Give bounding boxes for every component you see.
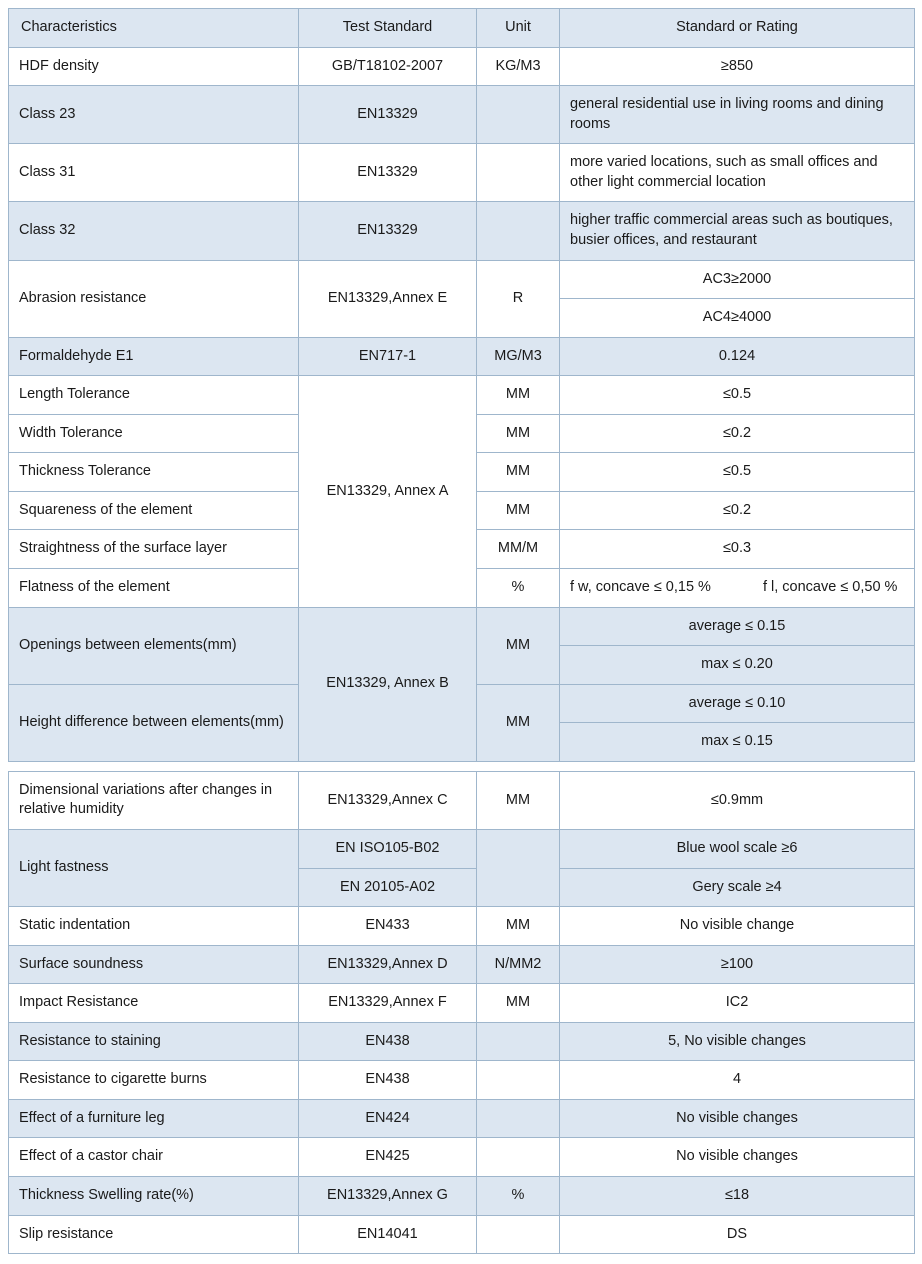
table-header [9,9,915,48]
cell-test-standard: EN13329,Annex E [299,260,477,337]
cell-unit: MM [477,607,560,684]
cell-test-standard: EN425 [299,1138,477,1177]
cell-test-standard-group: EN13329, Annex B [299,607,477,761]
cell-rating: 0.124 [560,337,915,376]
flatness-value-fw: f w, concave ≤ 0,15 % [570,579,711,595]
table-row [9,337,915,376]
table-row [9,86,915,144]
table-row [9,907,915,946]
cell-test-standard: EN ISO105-B02 [299,829,477,868]
cell-characteristic: Effect of a furniture leg [9,1099,299,1138]
cell-unit: MM [477,491,560,530]
cell-characteristic: Class 32 [9,202,299,260]
cell-rating: 5, No visible changes [560,1022,915,1061]
cell-unit: MM [477,907,560,946]
cell-unit: % [477,569,560,608]
cell-rating: No visible change [560,907,915,946]
cell-test-standard: EN717-1 [299,337,477,376]
table-row [9,1177,915,1216]
cell-unit [477,1022,560,1061]
table-row [9,260,915,299]
cell-rating: average ≤ 0.15 [560,607,915,646]
table-row [9,984,915,1023]
column-header-test-standard: Test Standard [299,9,477,48]
cell-test-standard: EN13329,Annex D [299,945,477,984]
cell-rating: general residential use in living rooms and dining rooms [560,86,915,144]
cell-rating: AC4≥4000 [560,299,915,338]
cell-characteristic: Squareness of the element [9,491,299,530]
cell-rating: ≤0.9mm [560,771,915,829]
cell-test-standard: EN13329 [299,202,477,260]
cell-characteristic: Resistance to cigarette burns [9,1061,299,1100]
cell-rating: ≤0.3 [560,530,915,569]
cell-unit: KG/M3 [477,47,560,86]
cell-test-standard: EN438 [299,1022,477,1061]
cell-characteristic: Resistance to staining [9,1022,299,1061]
column-header-unit: Unit [477,9,560,48]
cell-unit [477,1215,560,1254]
cell-characteristic: Effect of a castor chair [9,1138,299,1177]
cell-characteristic: Flatness of the element [9,569,299,608]
cell-unit: R [477,260,560,337]
cell-test-standard: EN433 [299,907,477,946]
cell-unit: MM [477,684,560,761]
table-row [9,771,915,829]
cell-test-standard: EN424 [299,1099,477,1138]
table-row [9,144,915,202]
table-row [9,607,915,646]
cell-characteristic: Formaldehyde E1 [9,337,299,376]
cell-characteristic: Impact Resistance [9,984,299,1023]
cell-rating: DS [560,1215,915,1254]
table-row [9,1061,915,1100]
cell-rating: No visible changes [560,1138,915,1177]
table-row [9,376,915,415]
cell-unit: % [477,1177,560,1216]
cell-characteristic: Thickness Swelling rate(%) [9,1177,299,1216]
cell-characteristic: Dimensional variations after changes in relative humidity [9,771,299,829]
cell-rating: IC2 [560,984,915,1023]
cell-test-standard-group: EN13329, Annex A [299,376,477,607]
cell-characteristic: Length Tolerance [9,376,299,415]
cell-characteristic: Light fastness [9,829,299,906]
cell-characteristic: Surface soundness [9,945,299,984]
cell-unit [477,1138,560,1177]
table-row [9,1138,915,1177]
cell-unit: MG/M3 [477,337,560,376]
table-row [9,945,915,984]
column-header-characteristics: Characteristics [9,9,299,48]
cell-rating: ≤0.5 [560,453,915,492]
cell-unit [477,1099,560,1138]
cell-test-standard: EN13329 [299,144,477,202]
cell-unit [477,86,560,144]
cell-test-standard: EN438 [299,1061,477,1100]
table-body [9,771,915,1253]
cell-unit [477,829,560,906]
table-body [9,47,915,761]
table-header-row [9,9,915,48]
cell-test-standard: EN 20105-A02 [299,868,477,907]
specification-table-part1 [8,8,915,762]
cell-unit: MM [477,453,560,492]
cell-characteristic: Thickness Tolerance [9,453,299,492]
cell-characteristic: Static indentation [9,907,299,946]
cell-characteristic: Height difference between elements(mm) [9,684,299,761]
cell-rating: more varied locations, such as small offices and other light commercial location [560,144,915,202]
cell-rating: No visible changes [560,1099,915,1138]
cell-unit [477,202,560,260]
cell-rating: 4 [560,1061,915,1100]
cell-test-standard: EN13329,Annex F [299,984,477,1023]
cell-rating [560,569,915,608]
cell-rating: Gery scale ≥4 [560,868,915,907]
column-header-standard-or-rating: Standard or Rating [560,9,915,48]
cell-test-standard: EN13329,Annex C [299,771,477,829]
cell-rating: ≥850 [560,47,915,86]
table-row [9,1215,915,1254]
cell-characteristic: Abrasion resistance [9,260,299,337]
cell-characteristic: Slip resistance [9,1215,299,1254]
cell-test-standard: GB/T18102-2007 [299,47,477,86]
table-row [9,829,915,868]
cell-test-standard: EN14041 [299,1215,477,1254]
cell-rating: Blue wool scale ≥6 [560,829,915,868]
table-row [9,1022,915,1061]
table-row [9,47,915,86]
cell-unit: MM/M [477,530,560,569]
cell-unit: N/MM2 [477,945,560,984]
cell-test-standard: EN13329 [299,86,477,144]
cell-rating: AC3≥2000 [560,260,915,299]
cell-rating: ≤0.2 [560,491,915,530]
cell-unit: MM [477,771,560,829]
cell-rating: ≥100 [560,945,915,984]
cell-unit [477,1061,560,1100]
cell-characteristic: Class 23 [9,86,299,144]
cell-characteristic: HDF density [9,47,299,86]
cell-rating: max ≤ 0.15 [560,723,915,762]
cell-characteristic: Width Tolerance [9,414,299,453]
flatness-value-fl: f l, concave ≤ 0,50 % [762,579,898,595]
cell-unit: MM [477,984,560,1023]
cell-test-standard: EN13329,Annex G [299,1177,477,1216]
cell-rating: ≤18 [560,1177,915,1216]
cell-rating: higher traffic commercial areas such as boutiques, busier offices, and restaurant [560,202,915,260]
cell-rating: ≤0.2 [560,414,915,453]
cell-rating: average ≤ 0.10 [560,684,915,723]
cell-characteristic: Straightness of the surface layer [9,530,299,569]
cell-rating: ≤0.5 [560,376,915,415]
cell-unit: MM [477,376,560,415]
cell-characteristic: Openings between elements(mm) [9,607,299,684]
cell-unit: MM [477,414,560,453]
table-row [9,202,915,260]
table-row [9,1099,915,1138]
cell-characteristic: Class 31 [9,144,299,202]
cell-rating: max ≤ 0.20 [560,646,915,685]
specification-table-part2 [8,771,915,1254]
cell-unit [477,144,560,202]
